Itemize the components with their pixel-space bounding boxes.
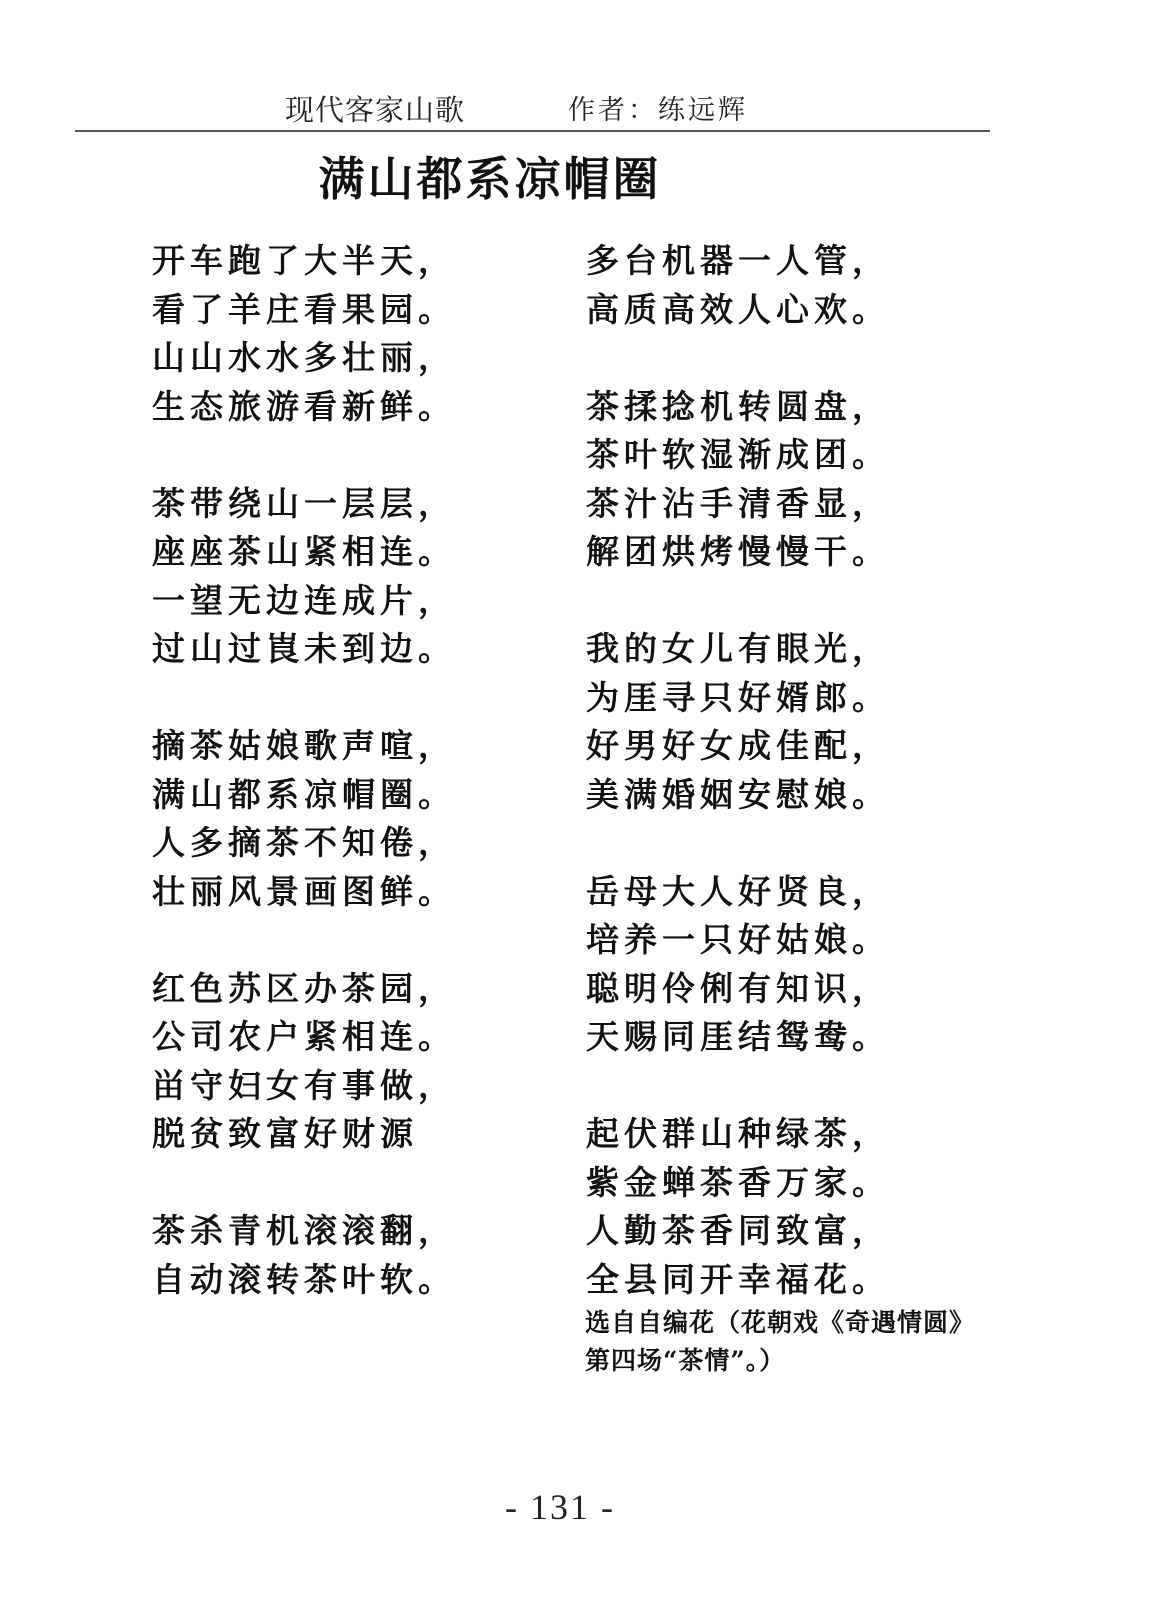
poem-line: 红色苏区办茶园，	[152, 968, 456, 1008]
stanza	[586, 383, 890, 577]
poem-line: 茶带绕山一层层，	[152, 483, 456, 523]
poem-line: 生态旅游看新鲜。	[152, 386, 456, 426]
stanza	[152, 722, 456, 916]
poem-line: 岳母大人好贤良，	[586, 871, 890, 911]
poem-line: 人多摘茶不知倦，	[152, 823, 456, 862]
poem-line: 满山都系凉帽圈。	[152, 774, 456, 814]
poem-line: 开车跑了大半天，	[152, 241, 456, 280]
stanza	[586, 625, 890, 819]
poem-line: 脱贫致富好财源	[152, 1114, 418, 1153]
poem-line: 好男好女成佳配，	[586, 726, 890, 765]
source-note: 选自自编花（花朝戏《奇遇情圆》第四场“茶情”。）	[585, 1308, 976, 1375]
poem-line: 茶汁沾手清香显，	[586, 483, 890, 523]
stanza	[152, 237, 456, 431]
poem-line: 过山过崀未到边。	[152, 629, 456, 668]
poem-line: 自动滚转茶叶软。	[152, 1259, 456, 1299]
poem-line: 山山水水多壮丽，	[152, 338, 456, 377]
poem-line: 畄守妇女有事做，	[152, 1065, 456, 1105]
right-column	[586, 237, 890, 1304]
poem-line: 一望无边连成片，	[152, 580, 456, 620]
poem-line: 聪明伶俐有知识，	[586, 968, 890, 1008]
stanza	[586, 237, 890, 334]
page-number: - 131 -	[505, 1487, 615, 1527]
poem-line: 人勤茶香同致富，	[586, 1211, 890, 1250]
poem-line: 多台机器一人管，	[586, 241, 890, 280]
stanza	[152, 480, 456, 674]
stanza	[586, 868, 890, 1062]
poem-line: 天赐同厓结鸳鸯。	[586, 1017, 890, 1056]
poem-line: 壮丽风景画图鲜。	[152, 871, 456, 911]
stanza	[152, 1207, 456, 1304]
poem-line: 高质高效人心欢。	[586, 289, 890, 329]
poem-line: 全县同开幸福花。	[586, 1259, 890, 1299]
poem-line: 茶叶软湿渐成团。	[586, 435, 890, 474]
poem-line: 摘茶姑娘歌声喧，	[152, 726, 456, 765]
book-title: 现代客家山歌	[285, 93, 466, 127]
page-header	[75, 82, 990, 132]
poem-line: 美满婚姻安慰娘。	[586, 774, 890, 814]
poem-line: 茶杀青机滚滚翻，	[152, 1211, 456, 1250]
poem-line: 看了羊庄看果园。	[152, 289, 456, 329]
poem-line: 茶揉捻机转圆盘，	[586, 386, 890, 426]
stanza	[586, 1110, 890, 1304]
poem-title: 满山都系凉帽圈	[318, 152, 662, 206]
poem-line: 我的女儿有眼光，	[586, 629, 890, 668]
stanza	[152, 965, 456, 1159]
left-column	[152, 237, 456, 1304]
poem-line: 座座茶山紧相连。	[152, 532, 456, 571]
poem-line: 解团烘烤慢慢干。	[586, 532, 890, 571]
poem-line: 为厓寻只好婿郎。	[586, 677, 890, 717]
poem-line: 紫金蝉茶香万家。	[586, 1162, 890, 1202]
author-line: 作者：练远辉	[568, 95, 748, 126]
poem-line: 培养一只好姑娘。	[586, 920, 890, 959]
poem-line: 公司农户紧相连。	[152, 1017, 456, 1056]
poem-line: 起伏群山种绿茶，	[586, 1114, 890, 1153]
